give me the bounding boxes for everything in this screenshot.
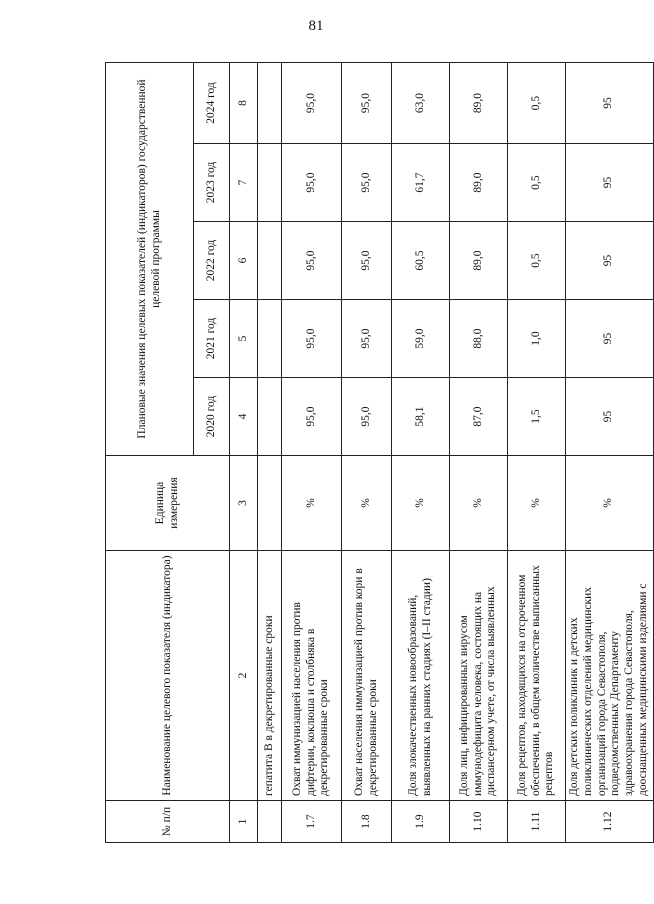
row-value: 95: [566, 378, 654, 456]
row-num: 1.12: [566, 801, 654, 843]
row-value: 95,0: [342, 63, 392, 144]
row-value: 59,0: [392, 300, 450, 378]
column-number: 5: [230, 300, 258, 378]
row-num: 1.11: [508, 801, 566, 843]
column-number: 2: [230, 551, 258, 801]
row-value: 95: [566, 63, 654, 144]
table-row: [282, 63, 342, 843]
row-unit: %: [566, 456, 654, 551]
empty-cell: [258, 300, 282, 378]
row-value: 95,0: [282, 378, 342, 456]
row-name: Охват иммунизацией населения против дифтерии, коклюша и столбняка в декретированные сроки: [282, 551, 342, 801]
row-value: 95: [566, 222, 654, 300]
row-value: 88,0: [450, 300, 508, 378]
header-values-group: Плановые значения целевых показателей (индикаторов) государственной целевой программы: [106, 63, 194, 456]
row-value: 95: [566, 144, 654, 222]
header-num: № п/п: [106, 801, 230, 843]
row-value: 95,0: [342, 222, 392, 300]
row-value: 95,0: [342, 378, 392, 456]
indicators-table: [105, 62, 654, 843]
row-value: 95,0: [282, 63, 342, 144]
column-number: 1: [230, 801, 258, 843]
row-unit: %: [450, 456, 508, 551]
rotated-table-wrapper: [105, 63, 649, 843]
header-year: 2021 год: [194, 300, 230, 378]
row-value: 58,1: [392, 378, 450, 456]
header-year: 2022 год: [194, 222, 230, 300]
table-row: [566, 63, 654, 843]
row-name: Доля лиц, инфицированных вирусом иммунодефицита человека, состоящих на диспансерном учете, от числа выявленных: [450, 551, 508, 801]
row-value: 0,5: [508, 63, 566, 144]
row-value: 95,0: [282, 300, 342, 378]
header-name: Наименование целевого показателя (индикатора): [106, 551, 230, 801]
row-value: 89,0: [450, 144, 508, 222]
row-value: 95,0: [342, 144, 392, 222]
row-value: 87,0: [450, 378, 508, 456]
row-num: 1.10: [450, 801, 508, 843]
row-name: Доля детских поликлиник и детских поликлинических отделений медицинских организаций города Севастополя, подведомственных Департаменту здравоохранения города Севастополя, дооснащенных медицинскими изделиями с: [566, 551, 654, 801]
empty-cell: [258, 222, 282, 300]
continuation-row: [258, 63, 282, 843]
row-unit: %: [342, 456, 392, 551]
row-unit: %: [392, 456, 450, 551]
table-row: [342, 63, 392, 843]
header-year: 2024 год: [194, 63, 230, 144]
page-number: 81: [308, 18, 324, 34]
row-value: 1,0: [508, 300, 566, 378]
column-number: 3: [230, 456, 258, 551]
table-row: [450, 63, 508, 843]
row-value: 63,0: [392, 63, 450, 144]
column-number: 7: [230, 144, 258, 222]
row-value: 95,0: [282, 222, 342, 300]
header-row: [106, 63, 194, 843]
header-year: 2023 год: [194, 144, 230, 222]
empty-cell: [258, 63, 282, 144]
header-year: 2020 год: [194, 378, 230, 456]
row-value: 61,7: [392, 144, 450, 222]
row-value: 0,5: [508, 222, 566, 300]
row-value: 89,0: [450, 222, 508, 300]
column-number: 4: [230, 378, 258, 456]
row-value: 95: [566, 300, 654, 378]
empty-cell: [258, 144, 282, 222]
row-name: Доля рецептов, находящихся на отсроченном обеспечении, в общем количестве выписанных рецептов: [508, 551, 566, 801]
row-value: 0,5: [508, 144, 566, 222]
continuation-num-cell: [258, 801, 282, 843]
row-value: 89,0: [450, 63, 508, 144]
row-value: 1,5: [508, 378, 566, 456]
column-number: 8: [230, 63, 258, 144]
row-name: Охват населения иммунизацией против кори в декретированные сроки: [342, 551, 392, 801]
row-num: 1.7: [282, 801, 342, 843]
row-num: 1.9: [392, 801, 450, 843]
continuation-text: гепатита В в декретированные сроки: [258, 551, 282, 801]
row-value: 60,5: [392, 222, 450, 300]
empty-cell: [258, 378, 282, 456]
row-name: Доля злокачественных новообразований, выявленных на ранних стадиях (I–II стадии): [392, 551, 450, 801]
column-number-row: [230, 63, 258, 843]
empty-cell: [258, 456, 282, 551]
header-unit: Единица измерения: [106, 456, 230, 551]
column-number: 6: [230, 222, 258, 300]
row-num: 1.8: [342, 801, 392, 843]
table-row: [392, 63, 450, 843]
row-value: 95,0: [282, 144, 342, 222]
table-row: [508, 63, 566, 843]
row-unit: %: [282, 456, 342, 551]
row-value: 95,0: [342, 300, 392, 378]
row-unit: %: [508, 456, 566, 551]
